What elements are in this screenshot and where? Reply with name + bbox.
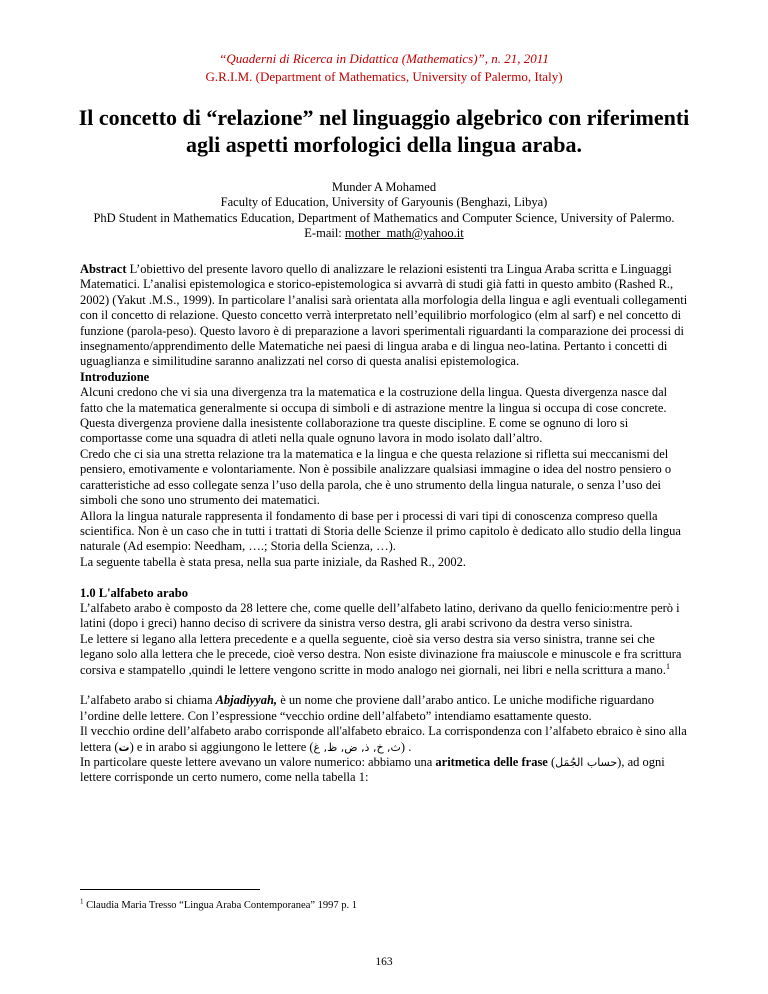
author-block [70, 180, 698, 242]
section-heading: 1.0 L'alfabeto arabo [80, 585, 188, 600]
arabic-hisab-al-jummal: حساب الجُمَل [555, 755, 618, 769]
arabic-term-open: ( [547, 754, 556, 769]
hebrew-correspondence-text: Il vecchio ordine dell’alfabeto arabo corrisponde all'alfabeto ebraico. La corrispondenza con l’alfabeto ebraico è sino alla lettera ( [80, 724, 687, 754]
added-letters-close: ) . [400, 739, 412, 754]
table-reference-text: ), ad ogni lettere corrisponde un certo numero, come nella tabella 1: [80, 754, 665, 785]
footnote-divider [80, 889, 260, 890]
page-number: 163 [375, 956, 393, 968]
section-paragraph-3 [80, 693, 690, 724]
numeric-value-text: In particolare queste lettere avevano un valore numerico: abbiamo una [80, 754, 436, 769]
section-spacer [80, 570, 690, 585]
abstract-text: L’obiettivo del presente lavoro quello di analizzare le relazioni esistenti tra Lingua Araba scritta e Linguaggi Matematici. L’analisi epistemologica e storico-epistemologica si avvarrà di studi già fatti in questo ambito (Rashed R., 2002) (Yakut .M.S., 1999). In particolare l’analisi sarà orientata alla morfologia della lingua e agli eventuali collegamenti con il concetto di relazione. Questo concetto verrà interpretato nell’equilibrio morfologico (elm al sarf) e nel concetto di funzione (parola-peso). Questo lavoro è di preparazione a lavori sperimentali riguardanti la comparazione dei processi di insegnamento/apprendimento delle Matematiche nei paesi di lingua araba e di lingua neo-latina. Pertanto i concetti di uguaglianza e similitudine saranno analizzati nel corso di questa analisi epistemologica. [80, 262, 688, 369]
introduction-heading: Introduzione [80, 369, 150, 384]
intro-paragraph-1: Alcuni credono che vi sia una divergenza tra la matematica e la costruzione della lingua. Questa divergenza nasce dal fatto che la matematica generalmente si occupa di simboli e di astrazione mentre la lingua si occupa di cose concrete. Questa divergenza proviene dalla inesistente collaborazione tra queste discipline. E come se ognuno di loro si comportasse come una squadra di atleti nella quale ognuno lavora in modo isolato dall’altro. [80, 385, 668, 446]
email-link[interactable]: mother_math@yahoo.it [344, 226, 464, 241]
section-paragraph-2-text: Le lettere si legano alla lettera precedente e a quella seguente, cioè sia verso destra sia verso sinistra, tranne sei che legano solo alla lettera che le precede, cioè verso destra. Non esiste divinazione fra maiuscole e minuscole e fra scrittura corsiva e stampatello ,quindi le lettere vengono scritte in modo analogo nei giornali, nei libri e nella scrittura a mano. [80, 631, 682, 677]
arabic-letter-ta: ت [118, 740, 130, 754]
intro-paragraph-4: La seguente tabella è stata presa, nella sua parte iniziale, da Rashed R., 2002. [80, 554, 466, 569]
author-name: Munder A Mohamed [331, 180, 437, 194]
abjadiyyah-intro-text: L’alfabeto arabo si chiama [80, 693, 216, 708]
arabic-added-letters: ث, خ, ذ, ض, ظ, غ [313, 740, 401, 754]
section-paragraph-4 [80, 724, 690, 755]
aritmetica-term: aritmetica delle frase [435, 754, 548, 769]
abjadiyyah-text: è un nome che proviene dall’arabo antico. Le uniche modifiche riguardano l’ordine delle lettere. Con l’espressione “vecchio ordine dell’alfabeto” intendiamo esattamente questo. [80, 693, 654, 723]
footnote [80, 899, 690, 912]
body-text [80, 262, 690, 786]
section-paragraph-2 [80, 632, 690, 678]
section-paragraph-1: L’alfabeto arabo è composto da 28 lettere che, come quelle dell’alfabeto latino, derivano da quello fenicio:mentre però i latini (dopo i greci) hanno deciso di scrivere da sinistra verso destra, gli arabi scrivono da destra verso sinistra. [80, 600, 680, 631]
group-running-head: G.R.I.M. (Department of Mathematics, University of Palermo, Italy) [205, 69, 563, 84]
email-label: E-mail: [304, 226, 342, 241]
footnote-number: 1 [80, 897, 84, 906]
author-email-line [70, 226, 698, 241]
abstract-paragraph [80, 262, 690, 370]
footnote-reference[interactable]: 1 [665, 661, 670, 671]
abjadiyyah-term: Abjadiyyah, [215, 693, 278, 708]
footnote-text: Claudia Maria Tresso “Lingua Araba Contemporanea” 1997 p. 1 [83, 900, 358, 911]
paragraph-spacer [80, 678, 690, 693]
paper-title: Il concetto di “relazione” nel linguaggio algebrico con riferimenti agli aspetti morfologici della lingua araba. [78, 105, 690, 157]
intro-paragraph-3: Allora la lingua naturale rappresenta il fondamento di base per i processi di vari tipi di conoscenza compreso quella scientifica. Non è un caso che in tutti i trattati di Storia delle Scienze il primo capitolo è dedicato allo studio della lingua naturale (Ad esempio: Needham, ….; Storia della Scienza, …). [80, 508, 681, 554]
journal-running-head: “Quaderni di Ricerca in Didattica (Mathematics)”, n. 21, 2011 [219, 51, 549, 66]
section-paragraph-5 [80, 755, 690, 786]
intro-paragraph-2: Credo che ci sia una stretta relazione tra la matematica e la lingua e che questa relazione si rifletta sui meccanismi del pensiero, emotivamente e volontariamente. Non è possibile analizzare qualsiasi immagine o idea del nostro pensiero o caratteristiche ad esso collegate senza l’uso della parola, che è uno strumento della lingua naturale, o senza l’uso dei simboli che sono uno strumento dei matematici. [80, 446, 672, 508]
author-affiliation-2: PhD Student in Mathematics Education, Department of Mathematics and Computer Science, University of Palermo. [93, 210, 675, 225]
author-affiliation-1: Faculty of Education, University of Garyounis (Benghazi, Libya) [220, 195, 548, 210]
abstract-label: Abstract [80, 262, 127, 276]
added-letters-text: ) e in arabo si aggiungono le lettere ( [129, 739, 314, 754]
